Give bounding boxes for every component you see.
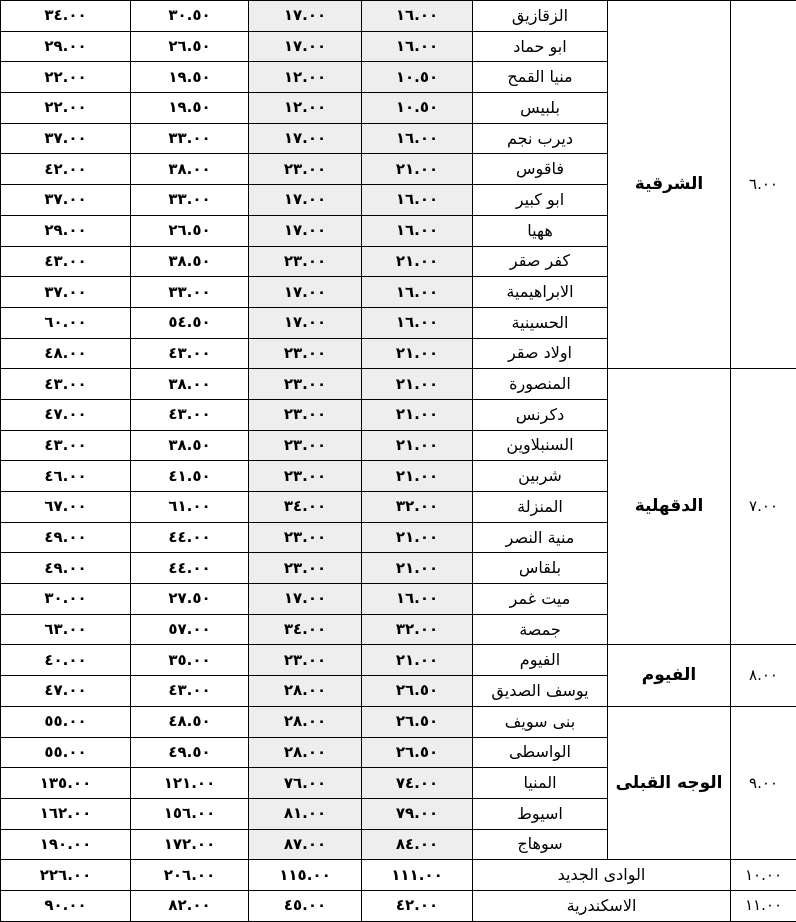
fare-cell-3: ١٢١.٠٠ [131, 768, 249, 799]
fare-cell-2: ٢٣.٠٠ [249, 522, 362, 553]
fare-cell-3: ٣٨.٥٠ [131, 246, 249, 277]
fare-cell-4: ٩٠.٠٠ [1, 890, 131, 921]
fare-cell-3: ٤٣.٠٠ [131, 338, 249, 369]
fare-cell-3: ٤٣.٠٠ [131, 399, 249, 430]
fare-cell-1: ٢١.٠٠ [362, 430, 473, 461]
town-name: الزقازيق [473, 1, 608, 32]
region-name: الشرقية [608, 1, 731, 369]
fare-cell-2: ٤٥.٠٠ [249, 890, 362, 921]
fare-cell-3: ٣٨.٠٠ [131, 154, 249, 185]
fare-cell-4: ٣٠.٠٠ [1, 584, 131, 615]
town-name: ابو كبير [473, 185, 608, 216]
fare-cell-1: ٨٤.٠٠ [362, 829, 473, 860]
fare-cell-1: ٢١.٠٠ [362, 399, 473, 430]
fare-cell-1: ١٦.٠٠ [362, 123, 473, 154]
fare-cell-3: ٥٤.٥٠ [131, 307, 249, 338]
fare-cell-4: ٤٧.٠٠ [1, 676, 131, 707]
town-name: الحسينية [473, 307, 608, 338]
fare-cell-2: ١٢.٠٠ [249, 62, 362, 93]
fare-cell-3: ٣٨.٠٠ [131, 369, 249, 400]
fare-cell-2: ٣٤.٠٠ [249, 614, 362, 645]
fare-cell-4: ٢٢٦.٠٠ [1, 860, 131, 891]
region-code: ١١.٠٠ [731, 890, 796, 921]
fare-cell-2: ١٧.٠٠ [249, 277, 362, 308]
town-name: اسيوط [473, 798, 608, 829]
fare-cell-2: ١١٥.٠٠ [249, 860, 362, 891]
fare-cell-4: ٤٩.٠٠ [1, 553, 131, 584]
fare-cell-1: ١٦.٠٠ [362, 584, 473, 615]
town-name: ديرب نجم [473, 123, 608, 154]
fare-cell-4: ٤٣.٠٠ [1, 246, 131, 277]
fare-cell-2: ١٧.٠٠ [249, 31, 362, 62]
fare-cell-3: ٢٦.٥٠ [131, 215, 249, 246]
fare-cell-2: ٢٨.٠٠ [249, 737, 362, 768]
town-name: المنيا [473, 768, 608, 799]
fare-cell-2: ٣٤.٠٠ [249, 492, 362, 523]
fare-cell-4: ٣٧.٠٠ [1, 185, 131, 216]
fare-cell-4: ٢٢.٠٠ [1, 93, 131, 124]
fare-cell-2: ٢٣.٠٠ [249, 430, 362, 461]
fare-cell-1: ١٦.٠٠ [362, 307, 473, 338]
fare-cell-1: ١١١.٠٠ [362, 860, 473, 891]
fare-cell-1: ١٦.٠٠ [362, 185, 473, 216]
fare-cell-4: ٤٦.٠٠ [1, 461, 131, 492]
fare-cell-3: ٤١.٥٠ [131, 461, 249, 492]
fare-cell-4: ٦٠.٠٠ [1, 307, 131, 338]
region-code: ٨.٠٠ [731, 645, 796, 706]
fare-cell-1: ١٠.٥٠ [362, 93, 473, 124]
fare-cell-1: ٢١.٠٠ [362, 369, 473, 400]
table-row [1, 1, 796, 32]
fare-cell-4: ٦٣.٠٠ [1, 614, 131, 645]
fare-cell-2: ٢٣.٠٠ [249, 154, 362, 185]
town-name: الفيوم [473, 645, 608, 676]
fare-cell-4: ٤٣.٠٠ [1, 430, 131, 461]
fare-cell-4: ٣٤.٠٠ [1, 1, 131, 32]
fare-cell-2: ٢٣.٠٠ [249, 461, 362, 492]
town-name: منية النصر [473, 522, 608, 553]
fare-cell-3: ٢٠٦.٠٠ [131, 860, 249, 891]
fare-cell-3: ١٧٢.٠٠ [131, 829, 249, 860]
region-name: الفيوم [608, 645, 731, 706]
fare-cell-2: ٢٨.٠٠ [249, 676, 362, 707]
table-row [1, 645, 796, 676]
fare-cell-4: ٤٠.٠٠ [1, 645, 131, 676]
fare-cell-2: ١٧.٠٠ [249, 307, 362, 338]
fare-cell-1: ١٦.٠٠ [362, 1, 473, 32]
fare-cell-4: ٤٩.٠٠ [1, 522, 131, 553]
town-name: منيا القمح [473, 62, 608, 93]
fare-cell-3: ١٥٦.٠٠ [131, 798, 249, 829]
fare-cell-2: ١٧.٠٠ [249, 123, 362, 154]
fare-cell-2: ٢٨.٠٠ [249, 706, 362, 737]
town-name: شربين [473, 461, 608, 492]
fare-cell-4: ٤٢.٠٠ [1, 154, 131, 185]
fare-cell-2: ١٧.٠٠ [249, 1, 362, 32]
fare-cell-3: ٦١.٠٠ [131, 492, 249, 523]
fare-cell-1: ٢٦.٥٠ [362, 737, 473, 768]
fare-cell-3: ١٩.٥٠ [131, 62, 249, 93]
fare-cell-3: ٣٥.٠٠ [131, 645, 249, 676]
fare-cell-2: ١٧.٠٠ [249, 584, 362, 615]
region-name: الاسكندرية [473, 890, 731, 921]
table-row [1, 890, 796, 921]
fare-cell-4: ١٣٥.٠٠ [1, 768, 131, 799]
fare-cell-1: ٢٦.٥٠ [362, 676, 473, 707]
table-row [1, 706, 796, 737]
fare-cell-4: ٢٩.٠٠ [1, 215, 131, 246]
fare-cell-3: ٨٢.٠٠ [131, 890, 249, 921]
region-code: ٧.٠٠ [731, 369, 796, 645]
fare-cell-2: ٨١.٠٠ [249, 798, 362, 829]
town-name: بلبيس [473, 93, 608, 124]
fare-cell-1: ٣٢.٠٠ [362, 614, 473, 645]
fare-cell-3: ٥٧.٠٠ [131, 614, 249, 645]
fare-cell-2: ١٢.٠٠ [249, 93, 362, 124]
fare-cell-4: ٤٣.٠٠ [1, 369, 131, 400]
fare-cell-3: ٢٦.٥٠ [131, 31, 249, 62]
region-code: ٩.٠٠ [731, 706, 796, 859]
town-name: الابراهيمية [473, 277, 608, 308]
town-name: بنى سويف [473, 706, 608, 737]
fare-cell-3: ١٩.٥٠ [131, 93, 249, 124]
region-name: الوجه القبلى [608, 706, 731, 859]
town-name: ههيا [473, 215, 608, 246]
fare-cell-1: ١٦.٠٠ [362, 215, 473, 246]
fare-cell-3: ٤٩.٥٠ [131, 737, 249, 768]
fare-cell-1: ٢١.٠٠ [362, 645, 473, 676]
fare-cell-1: ٢٦.٥٠ [362, 706, 473, 737]
fare-cell-4: ٥٥.٠٠ [1, 706, 131, 737]
region-code: ٦.٠٠ [731, 1, 796, 369]
town-name: فاقوس [473, 154, 608, 185]
fare-cell-1: ٢١.٠٠ [362, 553, 473, 584]
fare-cell-3: ٤٨.٥٠ [131, 706, 249, 737]
fare-cell-1: ٢١.٠٠ [362, 246, 473, 277]
town-name: كفر صقر [473, 246, 608, 277]
fare-cell-4: ٤٧.٠٠ [1, 399, 131, 430]
fare-cell-2: ٢٣.٠٠ [249, 399, 362, 430]
fare-cell-1: ٣٢.٠٠ [362, 492, 473, 523]
town-name: اولاد صقر [473, 338, 608, 369]
town-name: جمصة [473, 614, 608, 645]
fare-cell-4: ٦٧.٠٠ [1, 492, 131, 523]
town-name: السنبلاوين [473, 430, 608, 461]
fare-cell-2: ١٧.٠٠ [249, 215, 362, 246]
fare-cell-1: ٢١.٠٠ [362, 522, 473, 553]
region-name: الدقهلية [608, 369, 731, 645]
fare-cell-2: ١٧.٠٠ [249, 185, 362, 216]
town-name: يوسف الصديق [473, 676, 608, 707]
town-name: المنزلة [473, 492, 608, 523]
fare-cell-1: ٢١.٠٠ [362, 154, 473, 185]
fare-cell-3: ٢٧.٥٠ [131, 584, 249, 615]
fare-cell-2: ٨٧.٠٠ [249, 829, 362, 860]
fare-cell-3: ٣٣.٠٠ [131, 277, 249, 308]
fare-cell-1: ٢١.٠٠ [362, 461, 473, 492]
fare-cell-2: ٢٣.٠٠ [249, 369, 362, 400]
fare-cell-4: ٣٧.٠٠ [1, 277, 131, 308]
town-name: الواسطى [473, 737, 608, 768]
town-name: بلقاس [473, 553, 608, 584]
fare-cell-4: ١٦٢.٠٠ [1, 798, 131, 829]
fare-cell-1: ٧٤.٠٠ [362, 768, 473, 799]
fare-cell-1: ١٦.٠٠ [362, 277, 473, 308]
fare-cell-3: ٣٨.٥٠ [131, 430, 249, 461]
fare-cell-3: ٤٣.٠٠ [131, 676, 249, 707]
fare-cell-1: ١٠.٥٠ [362, 62, 473, 93]
town-name: المنصورة [473, 369, 608, 400]
town-name: ميت غمر [473, 584, 608, 615]
region-name: الوادى الجديد [473, 860, 731, 891]
fare-cell-1: ٢١.٠٠ [362, 338, 473, 369]
town-name: سوهاج [473, 829, 608, 860]
table-body [1, 1, 796, 922]
fare-cell-3: ٣٣.٠٠ [131, 123, 249, 154]
town-name: ابو حماد [473, 31, 608, 62]
fare-cell-3: ٤٤.٠٠ [131, 522, 249, 553]
region-code: ١٠.٠٠ [731, 860, 796, 891]
table-row [1, 369, 796, 400]
fare-cell-4: ٢٩.٠٠ [1, 31, 131, 62]
fare-cell-4: ٥٥.٠٠ [1, 737, 131, 768]
fare-cell-2: ٢٣.٠٠ [249, 338, 362, 369]
fare-cell-4: ٢٢.٠٠ [1, 62, 131, 93]
fare-cell-2: ٢٣.٠٠ [249, 645, 362, 676]
fare-cell-1: ١٦.٠٠ [362, 31, 473, 62]
fare-cell-3: ٣٣.٠٠ [131, 185, 249, 216]
fare-cell-4: ٣٧.٠٠ [1, 123, 131, 154]
fare-cell-1: ٧٩.٠٠ [362, 798, 473, 829]
fare-cell-2: ٢٣.٠٠ [249, 553, 362, 584]
fare-cell-4: ١٩٠.٠٠ [1, 829, 131, 860]
fare-cell-3: ٣٠.٥٠ [131, 1, 249, 32]
town-name: دكرنس [473, 399, 608, 430]
fare-cell-2: ٧٦.٠٠ [249, 768, 362, 799]
fare-cell-4: ٤٨.٠٠ [1, 338, 131, 369]
fare-cell-2: ٢٣.٠٠ [249, 246, 362, 277]
fare-cell-1: ٤٢.٠٠ [362, 890, 473, 921]
fare-cell-3: ٤٤.٠٠ [131, 553, 249, 584]
table-row [1, 860, 796, 891]
